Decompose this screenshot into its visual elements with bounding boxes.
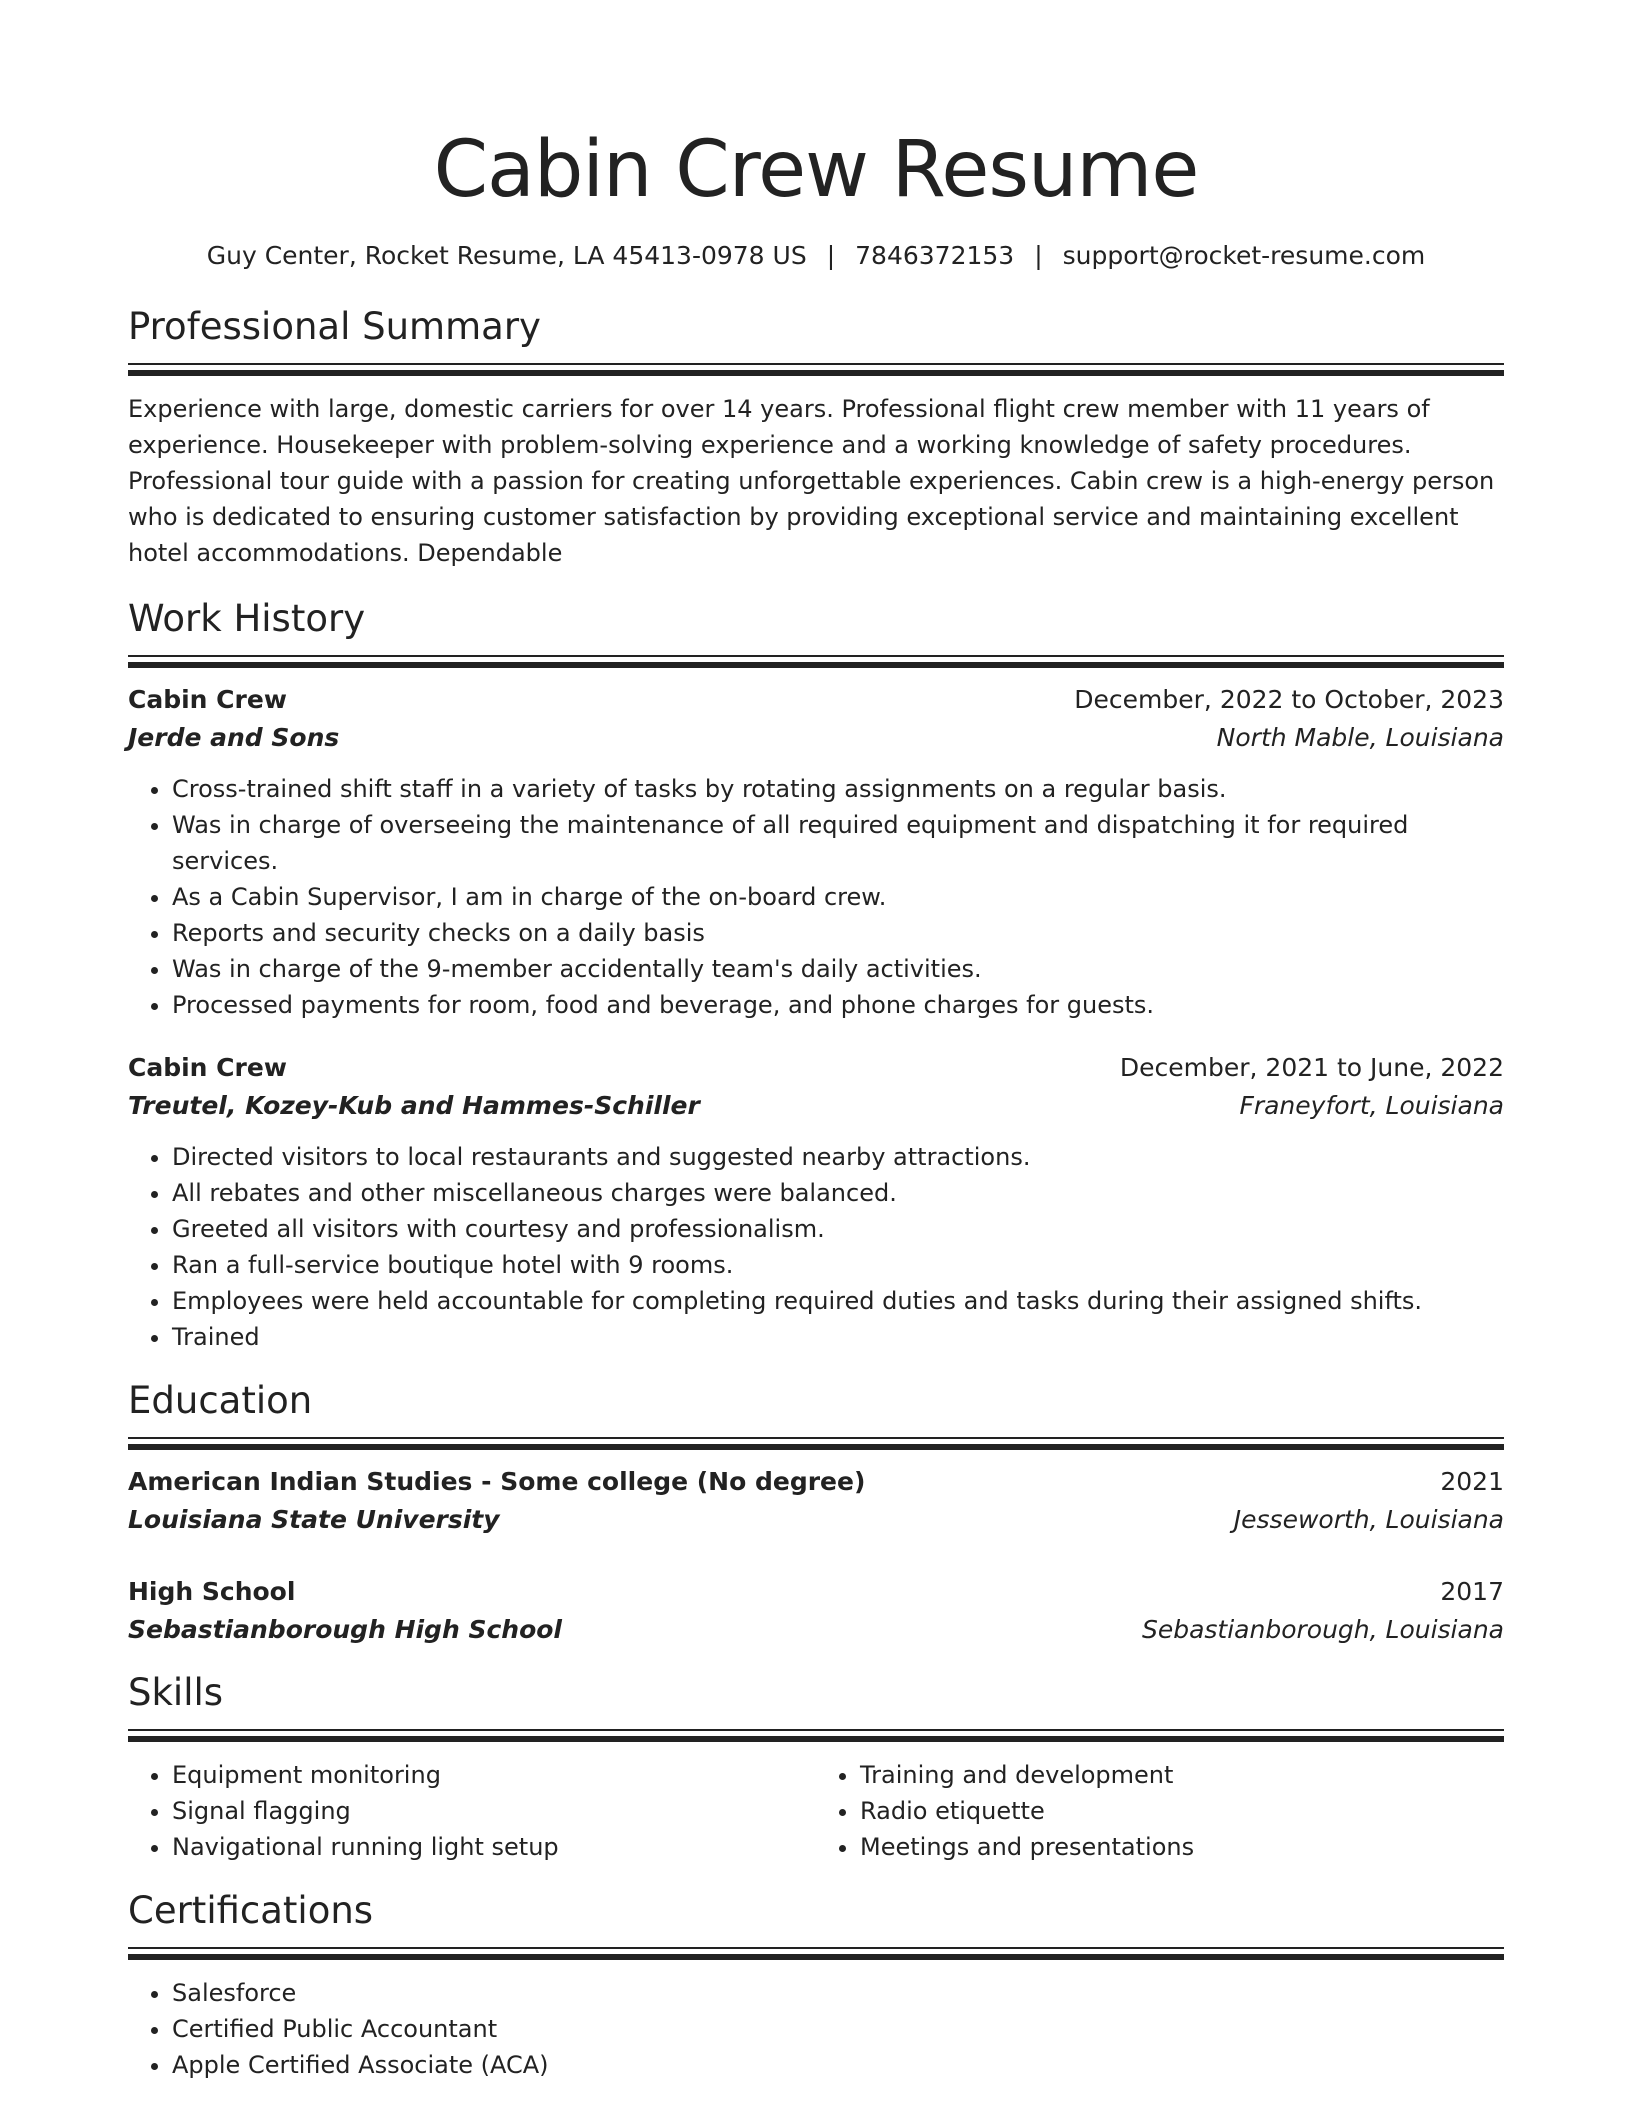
summary-text: Experience with large, domestic carriers for over 14 years. Professional flight crew member with 11 years of experience. Housekeeper with problem-solving experience and a working knowledge of safety procedures. Professional tour guide with a passion for creating unforgettable experiences. Cabin crew is a high-energy person who is dedicated to ensuring customer satisfaction by providing exceptional service and maintaining excellent hotel accommodations. Dependable [128, 395, 1495, 567]
job-dates: December, 2022 to October, 2023 [1074, 685, 1504, 714]
contact-phone: 7846372153 [855, 241, 1015, 270]
list-item: • Greeted all visitors with courtesy and professionalism. [172, 1211, 1504, 1247]
education-school: Sebastianborough High School [128, 1615, 562, 1644]
list-item: • Salesforce [172, 1975, 1504, 2011]
education-year: 2021 [1440, 1467, 1504, 1496]
job-company: Treutel, Kozey-Kub and Hammes-Schiller [128, 1091, 700, 1120]
education-school: Louisiana State University [128, 1505, 500, 1534]
education-location: Sebastianborough, Louisiana [1141, 1615, 1504, 1644]
job-dates: December, 2021 to June, 2022 [1119, 1053, 1504, 1082]
section-divider [128, 363, 1504, 377]
list-item: • All rebates and other miscellaneous charges were balanced. [172, 1175, 1504, 1211]
skills-columns [128, 1743, 1504, 1865]
section-heading: Skills [128, 1671, 224, 1714]
job-company-row [128, 719, 1504, 757]
section-certifications [128, 1887, 1504, 2083]
list-item: • Trained [172, 1319, 1504, 1355]
list-item: • Was in charge of overseeing the maintenance of all required equipment and dispatching it for required services. [172, 807, 1504, 879]
list-item: • Radio etiquette [860, 1793, 1504, 1829]
section-heading: Professional Summary [128, 305, 541, 348]
contact-line [128, 239, 1504, 273]
job-bullets [128, 771, 1504, 1023]
list-item: • Signal flagging [172, 1793, 816, 1829]
resume-page [128, 118, 1504, 2083]
section-summary [128, 303, 1504, 571]
job-entry [128, 681, 1504, 1023]
education-entry [128, 1573, 1504, 1649]
resume-title: Cabin Crew Resume [433, 125, 1199, 215]
list-item: • Meetings and presentations [860, 1829, 1504, 1865]
list-item: • Processed payments for room, food and beverage, and phone charges for guests. [172, 987, 1504, 1023]
list-item: • Ran a full-service boutique hotel with 9 rooms. [172, 1247, 1504, 1283]
section-divider [128, 655, 1504, 669]
job-header-row [128, 681, 1504, 719]
job-company: Jerde and Sons [128, 723, 340, 752]
list-item: • Was in charge of the 9-member accidentally team's daily activities. [172, 951, 1504, 987]
list-item: • Equipment monitoring [172, 1757, 816, 1793]
section-work-history [128, 595, 1504, 1355]
contact-separator: | [826, 241, 836, 270]
section-heading: Work History [128, 597, 366, 640]
section-skills [128, 1669, 1504, 1865]
job-location: North Mable, Louisiana [1216, 723, 1504, 752]
list-item: • Employees were held accountable for completing required duties and tasks during their assigned shifts. [172, 1283, 1504, 1319]
job-location: Franeyfort, Louisiana [1239, 1091, 1504, 1120]
education-location: Jesseworth, Louisiana [1233, 1505, 1504, 1534]
education-school-row [128, 1611, 1504, 1649]
list-item: • Reports and security checks on a daily basis [172, 915, 1504, 951]
section-heading: Certifications [128, 1889, 374, 1932]
education-header-row [128, 1463, 1504, 1501]
section-divider [128, 1947, 1504, 1961]
list-item: • Training and development [860, 1757, 1504, 1793]
section-divider [128, 1729, 1504, 1743]
contact-separator: | [1034, 241, 1043, 270]
job-title: Cabin Crew [128, 1053, 287, 1082]
section-divider [128, 1437, 1504, 1451]
job-title: Cabin Crew [128, 685, 287, 714]
list-item: • Certified Public Accountant [172, 2011, 1504, 2047]
education-header-row [128, 1573, 1504, 1611]
list-item: • Apple Certified Associate (ACA) [172, 2047, 1504, 2083]
job-bullets [128, 1139, 1504, 1355]
list-item: • Directed visitors to local restaurants and suggested nearby attractions. [172, 1139, 1504, 1175]
job-header-row [128, 1049, 1504, 1087]
contact-email: support@rocket-resume.com [1062, 241, 1426, 270]
education-entry [128, 1463, 1504, 1539]
certifications-list [128, 1975, 1504, 2083]
list-item: • Cross-trained shift staff in a variety of tasks by rotating assignments on a regular basis. [172, 771, 1504, 807]
section-heading: Education [128, 1379, 313, 1422]
section-education [128, 1377, 1504, 1649]
skills-right-list [816, 1757, 1504, 1865]
education-degree: High School [128, 1577, 296, 1606]
list-item: • Navigational running light setup [172, 1829, 816, 1865]
skills-left-list [128, 1757, 816, 1865]
contact-address: Guy Center, Rocket Resume, LA 45413-0978 US [206, 241, 807, 270]
list-item: • As a Cabin Supervisor, I am in charge of the on-board crew. [172, 879, 1504, 915]
job-company-row [128, 1087, 1504, 1125]
job-entry [128, 1049, 1504, 1355]
education-year: 2017 [1440, 1577, 1504, 1606]
education-degree: American Indian Studies - Some college (No degree) [128, 1467, 866, 1496]
education-school-row [128, 1501, 1504, 1539]
